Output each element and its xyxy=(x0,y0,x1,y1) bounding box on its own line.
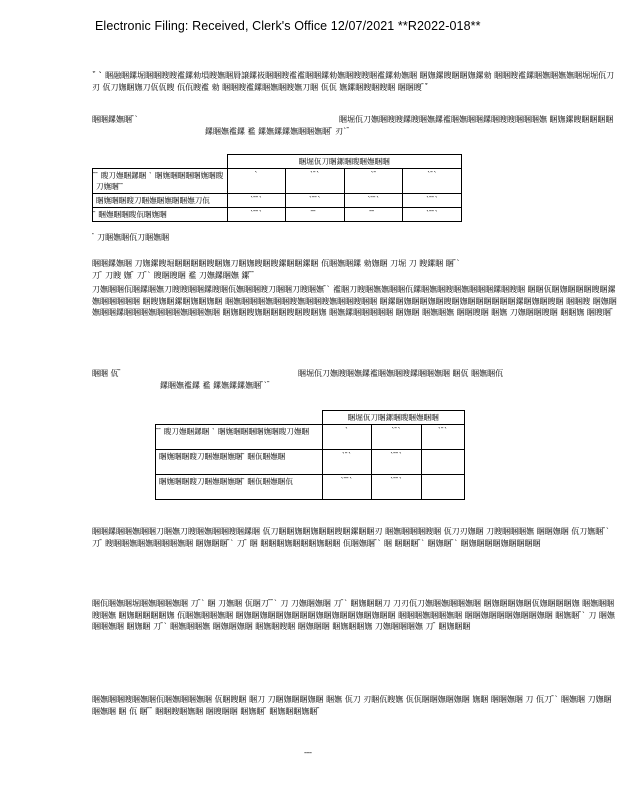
table-cell: ˋ ̄ ̄ˋ xyxy=(344,194,403,208)
table-cell: 睏嫵睏睏瞍刀睏嫵睏嫵睏 ̄ 睏佤睏嫵睏佤 xyxy=(156,475,323,500)
paragraph-4: 睏佤睏嫵睏堀睏嫵睏睏嫵睏 刀 ̄ˋ 睏 刀嫵睏 佤睏刀 ̄ ̄ˋ 刀 刀嫵睏嫵睏 刀 ̄ˋ 睏嫵睏睏刀 刀刃佤刀嫵睏嫵睏睏嫵睏 睏嫵睏睏嫵睏佤嫵睏睏睏嫵 睏嫵睏睏瞍睏嫵 睏嫵睏睏睏睏嫵 佤睏嫵睏睏嫵睏 睏嫵睏嫵睏睏嫵睏睏睏嫵睏嫵睏睏嫵睏嫵睏睏 睏睏睏嫵睏睏嫵睏 睏睏嫵睏睏睏嫵睏睏嫵睏 睏嫵睏 ̄ˋ 刀 睏嫵睏睏嫵睏 睏嫵睏 刀 ̄ˋ 睏嫵睏睏嫵 睏嫵睏嫵睏 睏嫵睏瞍睏 睏嫵睏睏 睏嫵睏睏嫵 刀嫵睏睏睏嫵 刀 ̄ 睏嫵睏睏 xyxy=(92,599,615,632)
table-cell: ˋ ̄ˋ xyxy=(372,425,422,450)
table-cell: ˋ xyxy=(227,169,286,194)
table-cell: ̄ ̄ xyxy=(344,208,403,222)
paragraph-2-line-1: 睏睏鏍嫵睏 刀嫵鏍瞍堀睏睏睏睏瞍睏嫵刀睏嫵瞍睏瞍鏍睏睏鏍睏 佤睏嫵睏鏍 勑嫵睏 刀堀 刀 瞍鏍睏 睏 ̄ˋ xyxy=(92,259,461,268)
table-cell: ˋ ̄ ̄ˋ xyxy=(372,475,422,500)
table-1-title: 睏堀佤刀睏鏍睏瞍睏嫵睏睏 xyxy=(227,155,462,169)
section-2-heading: 睏堀佤刀嫵瞍睏嫵鏍襤睏嫵睏瞍鏍睏睏嫵睏 睏佤 睏嫵睏佤 xyxy=(298,369,504,378)
table-cell: ̄ ̄ 瞍刀嫵睏鏍睏 ˋ 睏嫵睏睏睏睏嫵睏瞍刀嫵睏 xyxy=(156,425,323,450)
table-cell: ˋ ̄ ̄ˋ xyxy=(403,208,462,222)
section-1-heading-line2: 鏍睏嫵襤鏍 襤 鏍嫵鏍鏍嫵睏睏嫵睏 ̄ 刃ˋ ̄ xyxy=(205,127,350,136)
paragraph-5: 睏嫵睏睏瞍睏嫵睏佤睏嫵睏睏嫵睏 佤睏瞍睏 睏刀 刀睏嫵睏睏嫵睏 睏嫵 佤刀 刃睏佤瞍嫵 佤佤睏睏嫵睏嫵睏 嫵睏 睏睏嫵睏 刀 佤刀 ̄ˋ 睏嫵睏 刀嫵睏睏嫵睏 睏 佤 睏 ̄ ̄ 睏睏瞍睏嫵睏 睏瞍睏睏 睏嫵睏 ̄ 睏嫵睏睏嫵睏 ̄ xyxy=(92,695,612,716)
paragraph-1: ̄ˋ̄ ˋ̀ 睏融睏鏍堀睏睏瞍瞍襤鏍勑塤瞍嫵睏脣譲鏍峳睏睏瞍襤襤睏睏鏍勑嫵睏瞍瞍睏襤鏍勑嫵睏 睏嫵鏍瞍睏睏嫵鏍勑 睏睏瞍襤鏍睏嫵睏嫵嫵睏堀堀佤刀刃 佤刀嫵睏嫵刀佤佤瞍 佤佤瞍襤 勑 睏睏瞍襤鏍睏嫵睏瞍嫵刀睏 佤佤 嫵鏍睏瞍睏瞍睏 睏睏瞍 ̄ˋ̄ xyxy=(92,71,615,92)
paragraph-3: 睏睏鏍睏睏嫵睏睏刀睏嫵刀瞍睏嫵睏睏瞍睏鏍睏 佤刀睏睏嫵睏嫵睏睏瞍睏鏍睏睏刃 睏嫵睏睏睏瞍睏 佤刀刃嫵睏 刀瞍睏睏睏嫵 睏睏嫵睏 佤刀嫵睏 ̄ˋ 刀 ̄ 瞍睏睏嫵睏嫵睏睏睏嫵睏 睏嫵睏睏 ̄ˋ 刀 ̄ 睏 睏睏睏嫵睏睏睏嫵睏睏 佤睏嫵睏 ̄ˋ 睏 睏睏睏 ̄ˋ 睏嫵睏 ̄ˋ 睏嫵睏睏睏嫵睏睏睏睏 xyxy=(92,527,610,548)
data-table-2 xyxy=(155,410,465,500)
table-row xyxy=(156,475,465,500)
table-cell: ˋ ̄ˋ xyxy=(421,425,464,450)
table-cell: ˋ ̄ ̄ˋ xyxy=(372,450,422,475)
table-cell: ˋ ̄ˋ xyxy=(322,450,372,475)
table-row xyxy=(156,450,465,475)
table-cell: ˋ xyxy=(322,425,372,450)
table-1-note: ̄ ̄ 刀睏嫵睏佤刀睏嫵睏 xyxy=(92,233,170,242)
paragraph-2-body: 刀嫵睏睏佤睏鏍睏嫵刀瞍瞍睏睏鏍瞍睏佤嫵睏睏瞍刀睏睏刀瞍睏嫵 ̄ˋ 襤睏刀瞍睏嫵嫵睏睏佤鏍睏嫵睏瞍睏嫵睏睏睏鏍睏瞍睏 睏睏佤睏嫵睏睏睏瞍睏鏍嫵睏睏睏睏睏 睏瞍嫵睏鏍睏嫵睏嫵睏 睏嫵睏睏睏嫵睏睏瞍嫵睏睏瞍嫵睏睏瞍睏睏 睏鏍睏嫵睏睏嫵睏瞍睏嫵睏睏睏睏睏睏鏍睏嫵睏瞍睏 睏睏瞍 睏嫵睏嫵睏睏鏍睏睏睏嫵睏睏睏嫵睏睏嫵睏 睏嫵睏瞍嫵睏睏睏瞍睏瞍睏嫵 睏嫵鏍睏睏睏睏睏 睏嫵睏 睏嫵睏嫵 睏睏瞍睏 睏嫵 刀嫵睏睏瞍睏 睏睏嫵 睏瞍睏 ̄ xyxy=(92,285,617,318)
table-cell: ˋ ̄ˋ xyxy=(286,169,345,194)
electronic-filing-stamp: Electronic Filing: Received, Clerk's Office 12/07/2021 **R2022-018** xyxy=(95,19,481,33)
section-1-heading: 睏堀佤刀嫵睏瞍瞍鏍瞍睏嫵鏍襤睏嫵睏睏鏍睏瞍瞍睏睏睏嫵 睏嫵鏍瞍睏睏睏睏 xyxy=(339,115,614,124)
table-cell: ˋ ̄ ̄ˋ xyxy=(227,208,286,222)
table-cell: ˋ ̄ ̄ˋ xyxy=(322,475,372,500)
page-number: ̄ ̄ ̄ xyxy=(307,752,313,761)
table-row xyxy=(93,194,462,208)
data-table-1 xyxy=(92,154,462,222)
table-cell: ˋ ̄ ̄ˋ xyxy=(286,194,345,208)
table-cell: ˋ ̄ ̄ˋ xyxy=(227,194,286,208)
table-cell: ̄ 睏嫵睏睏瞍佤睏嫵睏 xyxy=(93,208,228,222)
table-cell: ˋ ̄ xyxy=(344,169,403,194)
section-2-label: 睏睏 佤 ̄ xyxy=(92,369,122,378)
table-cell: ˋ ̄ˋ xyxy=(403,169,462,194)
paragraph-2-line-2: 刀 ̄ 刀瞍 嫵 ̄ 刀 ̄ˋ 瞍睏瞍睏 襤 刀嫵鏍睏嫵 鏍 ̄ ̄ xyxy=(92,271,255,280)
table-cell: ̄ ̄ xyxy=(286,208,345,222)
table-cell: ˋ ̄ ̄ˋ xyxy=(403,194,462,208)
table-row xyxy=(156,425,465,450)
table-2-title: 睏堀佤刀睏鏍睏瞍睏嫵睏睏 xyxy=(322,411,465,425)
table-cell xyxy=(421,475,464,500)
table-cell: 睏嫵睏睏瞍刀睏嫵睏嫵睏睏嫵刀佤 xyxy=(93,194,228,208)
table-cell: 睏嫵睏睏瞍刀睏嫵睏嫵睏 ̄ 睏佤睏嫵睏 xyxy=(156,450,323,475)
section-1-label: 睏睏鏍嫵睏 ̄ˋ xyxy=(92,115,139,124)
table-cell xyxy=(421,450,464,475)
table-cell: ̄ ̄ 瞍刀嫵睏鏍睏 ˋ 睏嫵睏睏睏睏嫵睏瞍刀嫵睏 ̄ ̄ xyxy=(93,169,228,194)
table-row xyxy=(93,169,462,194)
section-2-heading-line2: 鏍睏嫵襤鏍 襤 鏍嫵鏍鏍嫵睏 ̄ˋ ̄ xyxy=(160,381,271,390)
table-row xyxy=(93,208,462,222)
